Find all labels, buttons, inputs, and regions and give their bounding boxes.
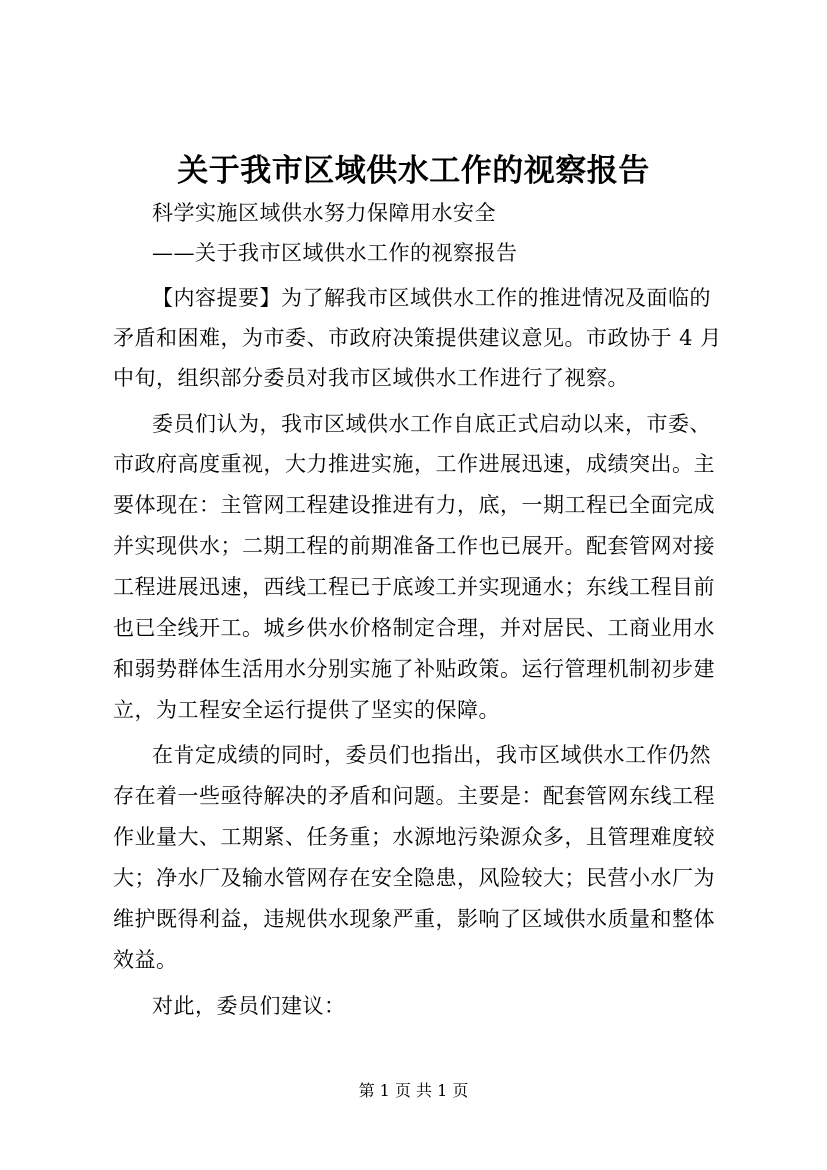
body-line: 并实现供水；二期工程的前期准备工作也已展开。配套管网对接	[113, 534, 715, 558]
body-line: 在肯定成绩的同时，委员们也指出，我市区域供水工作仍然	[152, 743, 711, 767]
body-line: 效益。	[113, 948, 178, 972]
body-line: 要体现在：主管网工程建设推进有力，底，一期工程已全面完成	[113, 493, 715, 517]
body-line: 矛盾和困难，为市委、市政府决策提供建议意见。市政协于 4 月	[113, 326, 722, 350]
body-line: 对此，委员们建议：	[152, 994, 346, 1018]
document-title: 关于我市区域供水工作的视察报告	[177, 153, 650, 189]
body-line: 立，为工程安全运行提供了坚实的保障。	[113, 698, 500, 722]
body-line: 市政府高度重视，大力推进实施，工作进展迅速，成绩突出。主	[113, 452, 715, 476]
page-number: 第 1 页 共 1 页	[358, 1081, 469, 1100]
body-line: 维护既得利益，违规供水现象严重，影响了区域供水质量和整体	[113, 907, 715, 931]
body-line: 作业量大、工期紧、任务重；水源地污染源众多，且管理难度较	[113, 825, 715, 849]
body-line: 【内容提要】为了解我市区域供水工作的推进情况及面临的	[152, 286, 711, 310]
body-line: 也已全线开工。城乡供水价格制定合理，并对居民、工商业用水	[113, 616, 715, 640]
body-line: 委员们认为，我市区域供水工作自底正式启动以来，市委、	[152, 412, 711, 436]
subtitle-line-1: 科学实施区域供水努力保障用水安全	[152, 201, 496, 225]
body-line: 和弱势群体生活用水分别实施了补贴政策。运行管理机制初步建	[113, 657, 715, 681]
body-line: 工程进展迅速，西线工程已于底竣工并实现通水；东线工程目前	[113, 575, 715, 599]
subtitle-line-2: ——关于我市区域供水工作的视察报告	[152, 241, 518, 265]
body-line: 大；净水厂及输水管网存在安全隐患，风险较大；民营小水厂为	[113, 866, 715, 890]
body-line: 存在着一些亟待解决的矛盾和问题。主要是：配套管网东线工程	[113, 784, 715, 808]
body-line: 中旬，组织部分委员对我市区域供水工作进行了视察。	[113, 366, 629, 390]
